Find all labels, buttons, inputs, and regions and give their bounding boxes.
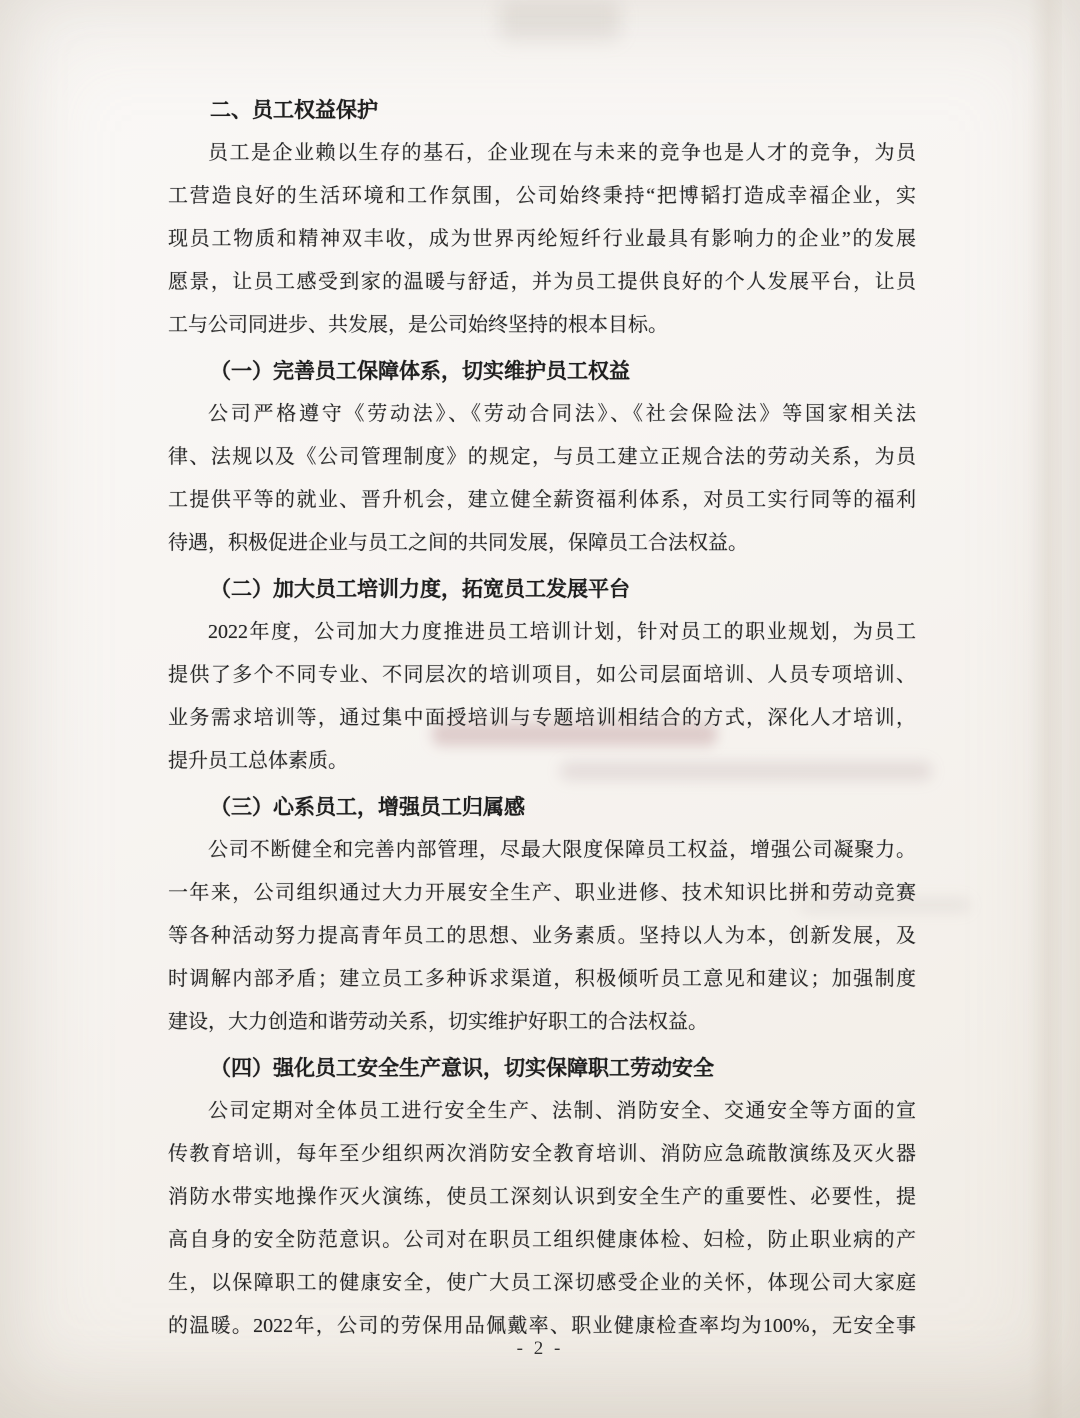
- scan-edge-shadow: [1028, 0, 1062, 1418]
- body-line: 时调解内部矛盾；建立员工多种诉求渠道，积极倾听员工意见和建议；加强制度: [168, 968, 916, 990]
- body-line: 员工是企业赖以生存的基石，企业现在与未来的竞争也是人才的竞争，为员: [208, 142, 916, 164]
- body-line: 2022年度，公司加大力度推进员工培训计划，针对员工的职业规划，为员工: [208, 621, 916, 643]
- body-line: 律、法规以及《公司管理制度》的规定，与员工建立正规合法的劳动关系，为员: [168, 446, 916, 468]
- body-line: 公司定期对全体员工进行安全生产、法制、消防安全、交通安全等方面的宣: [208, 1100, 916, 1122]
- body-line: 愿景，让员工感受到家的温暖与舒适，并为员工提供良好的个人发展平台，让员: [168, 271, 916, 293]
- body-line: 现员工物质和精神双丰收，成为世界丙纶短纤行业最具有影响力的企业”的发展: [168, 228, 916, 250]
- section-heading: （三）心系员工，增强员工归属感: [210, 796, 525, 819]
- body-line: 的温暖。2022年，公司的劳保用品佩戴率、职业健康检查率均为100%，无安全事: [168, 1315, 916, 1337]
- body-line: 公司严格遵守《劳动法》、《劳动合同法》、《社会保险法》等国家相关法: [208, 403, 916, 425]
- body-line: 传教育培训，每年至少组织两次消防安全教育培训、消防应急疏散演练及灭火器: [168, 1143, 916, 1165]
- section-heading: （一）完善员工保障体系，切实维护员工权益: [210, 360, 630, 383]
- main-heading: 二、员工权益保护: [210, 99, 378, 122]
- body-line: 消防水带实地操作灭火演练，使员工深刻认识到安全生产的重要性、必要性，提: [168, 1186, 916, 1208]
- body-line: 生，以保障职工的健康安全，使广大员工深切感受企业的关怀，体现公司大家庭: [168, 1272, 916, 1294]
- page-content: [168, 86, 916, 1348]
- body-line: 一年来，公司组织通过大力开展安全生产、职业进修、技术知识比拼和劳动竞赛: [168, 882, 916, 904]
- section-heading: （二）加大员工培训力度，拓宽员工发展平台: [210, 578, 630, 601]
- body-line: 工与公司同进步、共发展，是公司始终坚持的根本目标。: [168, 314, 668, 336]
- scan-smudge: [500, 0, 620, 40]
- page-number: - 2 -: [516, 1338, 564, 1359]
- body-line: 提供了多个不同专业、不同层次的培训项目，如公司层面培训、人员专项培训、: [168, 664, 916, 686]
- body-line: 工提供平等的就业、晋升机会，建立健全薪资福利体系，对员工实行同等的福利: [168, 489, 916, 511]
- body-line: 业务需求培训等，通过集中面授培训与专题培训相结合的方式，深化人才培训，: [168, 707, 916, 729]
- body-line: 待遇，积极促进企业与员工之间的共同发展，保障员工合法权益。: [168, 532, 748, 554]
- body-line: 等各种活动努力提高青年员工的思想、业务素质。坚持以人为本，创新发展，及: [168, 925, 916, 947]
- body-line: 提升员工总体素质。: [168, 750, 348, 772]
- body-line: 公司不断健全和完善内部管理，尽最大限度保障员工权益，增强公司凝聚力。: [208, 839, 916, 861]
- section-heading: （四）强化员工安全生产意识，切实保障职工劳动安全: [210, 1057, 714, 1080]
- body-line: 工营造良好的生活环境和工作氛围，公司始终秉持“把博韬打造成幸福企业，实: [168, 185, 916, 207]
- body-line: 高自身的安全防范意识。公司对在职员工组织健康体检、妇检，防止职业病的产: [168, 1229, 916, 1251]
- body-line: 建设，大力创造和谐劳动关系，切实维护好职工的合法权益。: [168, 1011, 708, 1033]
